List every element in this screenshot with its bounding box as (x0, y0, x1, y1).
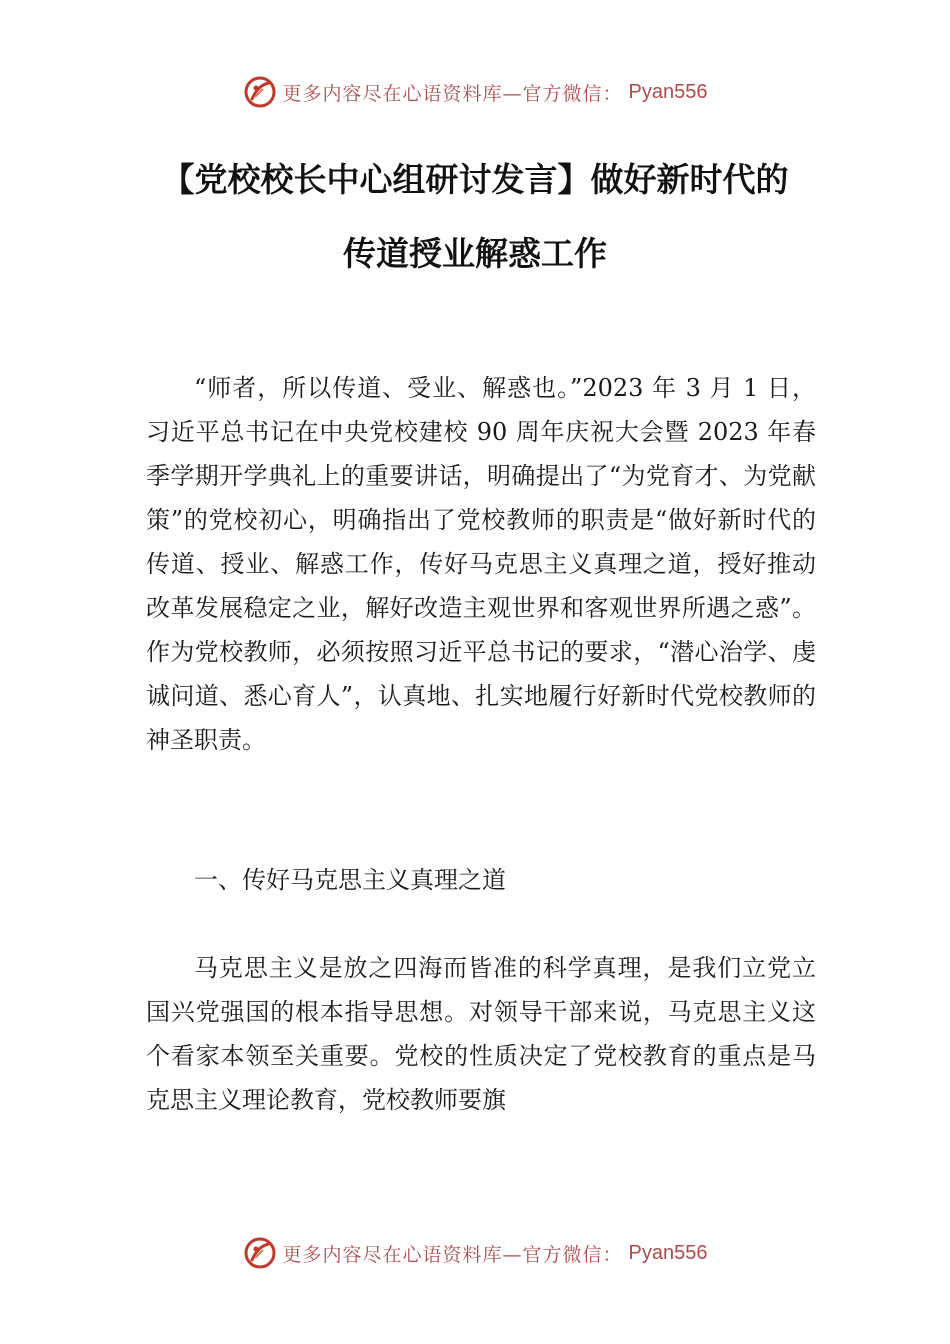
paragraph-section-1 (146, 946, 816, 1122)
watermark-banner-top (0, 72, 950, 112)
paragraph-intro-text: “师者，所以传道、受业、解惑也。”2023 年 3 月 1 日，习近平总书记在中央党校建校 90 周年庆祝大会暨 2023 年春季学期开学典礼上的重要讲话，明确提出了“为党育才、为党献策”的党校初心，明确指出了党校教师的职责是“做好新时代的传道、授业、解惑工作，传好马克思主义真理之道，授好推动改革发展稳定之业，解好改造主观世界和客观世界所遇之惑”。作为党校教师，必须按照习近平总书记的要求，“潜心治学、虔诚问道、悉心育人”，认真地、扎实地履行好新时代党校教师的神圣职责。 (146, 374, 816, 754)
red-circle-brush-logo-icon (243, 1236, 277, 1270)
document-title-line-2: 传道授业解惑工作 (343, 234, 607, 273)
watermark-wechat-id: Pyan556 (628, 80, 708, 103)
watermark-banner-bottom (0, 1233, 950, 1273)
watermark-wechat-id: Pyan556 (628, 1241, 708, 1264)
red-circle-brush-logo-icon (243, 75, 277, 109)
watermark-text: 更多内容尽在心语资料库—官方微信： (282, 1243, 623, 1266)
section-heading-1-text: 一、传好马克思主义真理之道 (194, 866, 506, 894)
section-heading-1 (146, 858, 816, 902)
paragraph-section-1-text: 马克思主义是放之四海而皆准的科学真理，是我们立党立国兴党强国的根本指导思想。对领导干部来说，马克思主义这个看家本领至关重要。党校的性质决定了党校教育的重点是马克思主义理论教育，党校教师要旗 (146, 954, 816, 1114)
watermark-text: 更多内容尽在心语资料库—官方微信： (282, 82, 623, 105)
document-title-line-1: 【党校校长中心组研讨发言】做好新时代的 (161, 160, 789, 199)
paragraph-intro (146, 366, 816, 762)
